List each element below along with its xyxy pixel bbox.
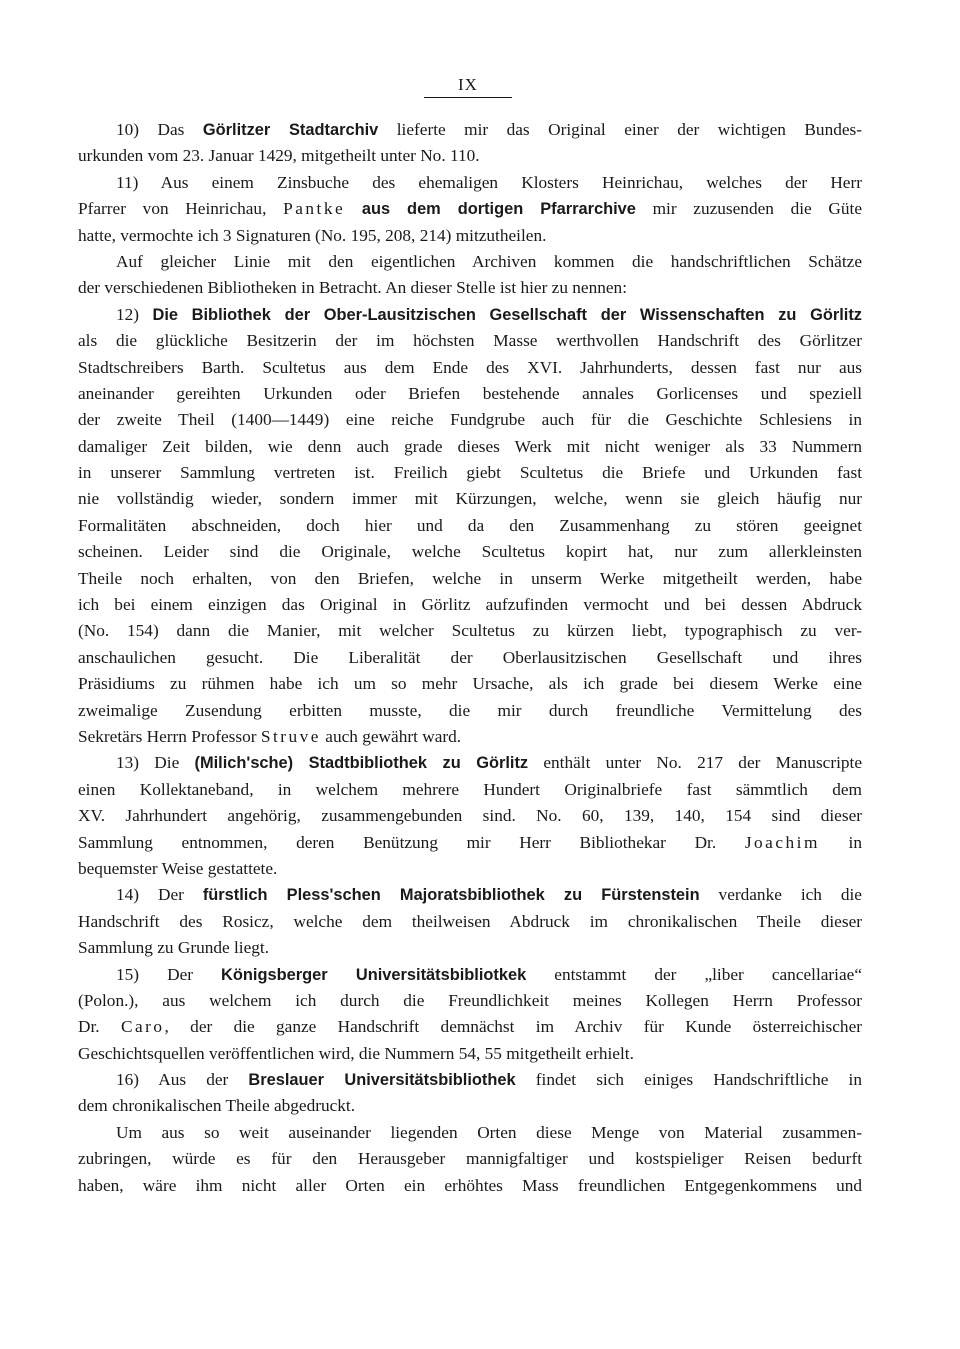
spaced-person-name: Struve: [260, 726, 321, 746]
text-line: der zweite Theil (1400—1449) eine reiche Fundgrube auch für die Geschichte Schlesiens in: [78, 410, 862, 430]
spaced-person-name: Joachim: [744, 832, 820, 852]
text-line: 16) Aus der Breslauer Universitätsbibliothek findet sich einiges Handschriftliche in: [116, 1070, 862, 1090]
bold-institution-name: Görlitzer Stadtarchiv: [202, 121, 379, 139]
text-line: einen Kollektaneband, in welchem mehrere Hundert Originalbriefe fast sämmtlich dem: [78, 779, 862, 799]
bold-institution-name: Breslauer Universitätsbibliothek: [248, 1071, 516, 1090]
text-line: 13) Die (Milich'sche) Stadtbibliothek zu Görlitz enthält unter No. 217 der Manuscripte: [116, 753, 862, 773]
text-line: Dr. Caro, der die ganze Handschrift demnächst im Archiv für Kunde österreichischer: [78, 1017, 862, 1037]
text-line: Präsidiums zu rühmen habe ich um so mehr Ursache, als ich grade bei diesem Werke eine: [78, 674, 862, 694]
text-line: Handschrift des Rosicz, welche dem theilweisen Abdruck im chronikalischen Theile dieser: [78, 911, 862, 931]
text-line: 10) Das Görlitzer Stadtarchiv lieferte mir das Original einer der wichtigen Bundes-: [116, 120, 862, 139]
text-line: Auf gleicher Linie mit den eigentlichen Archiven kommen die handschriftlichen Schätze: [116, 251, 862, 271]
text-line: 15) Der Königsberger Universitätsbibliotkek entstammt der „liber cancellariae“: [116, 964, 862, 984]
header-rule: [424, 97, 512, 98]
text-line: Sammlung zu Grunde liegt.: [78, 938, 270, 958]
spaced-person-name: Pantke: [283, 199, 346, 219]
text-line: Um aus so weit auseinander liegenden Orten diese Menge von Material zusammen-: [116, 1122, 862, 1142]
text-line: Sammlung entnommen, deren Benützung mir Herr Bibliothekar Dr. Joachim in: [78, 832, 862, 852]
body-text: [78, 117, 862, 1199]
bold-institution-name: Königsberger Universitätsbibliotkek: [221, 965, 527, 984]
text-line: dem chronikalischen Theile abgedruckt.: [78, 1096, 356, 1116]
text-line: damaliger Zeit bilden, wie denn auch grade dieses Werk mit nicht weniger als 33 Nummern: [78, 436, 862, 456]
text-line: 11) Aus einem Zinsbuche des ehemaligen Klosters Heinrichau, welches der Herr: [116, 172, 862, 192]
text-line: Geschichtsquellen veröffentlichen wird, die Nummern 54, 55 mitgetheilt erhielt.: [78, 1043, 634, 1063]
text-line: scheinen. Leider sind die Originale, welche Scultetus kopirt hat, nur zum allerkleinsten: [78, 542, 862, 562]
text-line: Formalitäten abschneiden, doch hier und da den Zusammenhang zu stören geeignet: [78, 515, 862, 535]
text-line: (No. 154) dann die Manier, mit welcher Scultetus zu kürzen liebt, typographisch zu ver-: [78, 621, 862, 641]
text-line: hatte, vermochte ich 3 Signaturen (No. 195, 208, 214) mitzutheilen.: [78, 225, 547, 245]
text-line: (Polon.), aus welchem ich durch die Freundlichkeit meines Kollegen Herrn Professor: [78, 990, 862, 1010]
text-line: anschaulichen gesucht. Die Liberalität der Oberlausitzischen Gesellschaft und ihres: [78, 647, 862, 667]
text-line: haben, wäre ihm nicht aller Orten ein erhöhtes Mass freundlichen Entgegenkommens und: [78, 1175, 862, 1195]
text-line: 12) Die Bibliothek der Ober-Lausitzischen Gesellschaft der Wissenschaften zu Görlitz: [116, 304, 862, 324]
text-line: Theile noch erhalten, von den Briefen, welche in unserm Werke mitgetheilt werden, habe: [78, 568, 862, 588]
text-line: nie vollständig wieder, sondern immer mit Kürzungen, welche, wenn sie gleich häufig nur: [78, 489, 862, 509]
text-line: urkunden vom 23. Januar 1429, mitgetheilt unter No. 110.: [78, 146, 480, 166]
text-line: Stadtschreibers Barth. Scultetus aus dem Ende des XVI. Jahrhunderts, dessen fast nur aus: [78, 357, 862, 377]
text-line: ich bei einem einzigen das Original in Görlitz aufzufinden vermocht und bei dessen Abdruck: [78, 595, 862, 615]
text-line: 14) Der fürstlich Pless'schen Majoratsbibliothek zu Fürstenstein verdanke ich die: [116, 885, 862, 905]
text-line: Sekretärs Herrn Professor Struve auch gewährt ward.: [78, 726, 462, 746]
page-number: IX: [458, 75, 478, 94]
text-line: aneinander gereihten Urkunden oder Briefen bestehende annales Gorlicenses und speziell: [78, 383, 862, 403]
bold-institution-name: aus dem dortigen Pfarrarchive: [361, 200, 636, 219]
text-line: zubringen, würde es für den Herausgeber mannigfaltiger und kostspieliger Reisen bedurft: [78, 1149, 862, 1169]
text-line: der verschiedenen Bibliotheken in Betracht. An dieser Stelle ist hier zu nennen:: [78, 278, 627, 298]
bold-institution-name: (Milich'sche) Stadtbibliothek zu Görlitz: [194, 754, 529, 773]
text-line: XV. Jahrhundert angehörig, zusammengebunden sind. No. 60, 139, 140, 154 sind dieser: [78, 806, 862, 826]
bold-institution-name: fürstlich Pless'schen Majoratsbibliothek zu Fürstenstein: [202, 886, 700, 905]
text-line: Pfarrer von Heinrichau, Pantke aus dem dortigen Pfarrarchive mir zuzusenden die Güte: [78, 199, 862, 219]
text-line: als die glückliche Besitzerin der im höchsten Masse werthvollen Handschrift des Görlitzer: [78, 331, 862, 351]
text-line: in unserer Sammlung vertreten ist. Freilich giebt Scultetus die Briefe und Urkunden fast: [78, 463, 862, 483]
spaced-person-name: Caro: [120, 1017, 165, 1037]
text-line: zweimalige Zusendung erbitten musste, die mir durch freundliche Vermittelung des: [78, 700, 862, 720]
text-line: bequemster Weise gestattete.: [78, 858, 278, 878]
bold-institution-name: Die Bibliothek der Ober-Lausitzischen Gesellschaft der Wissenschaften zu Görlitz: [152, 305, 862, 324]
